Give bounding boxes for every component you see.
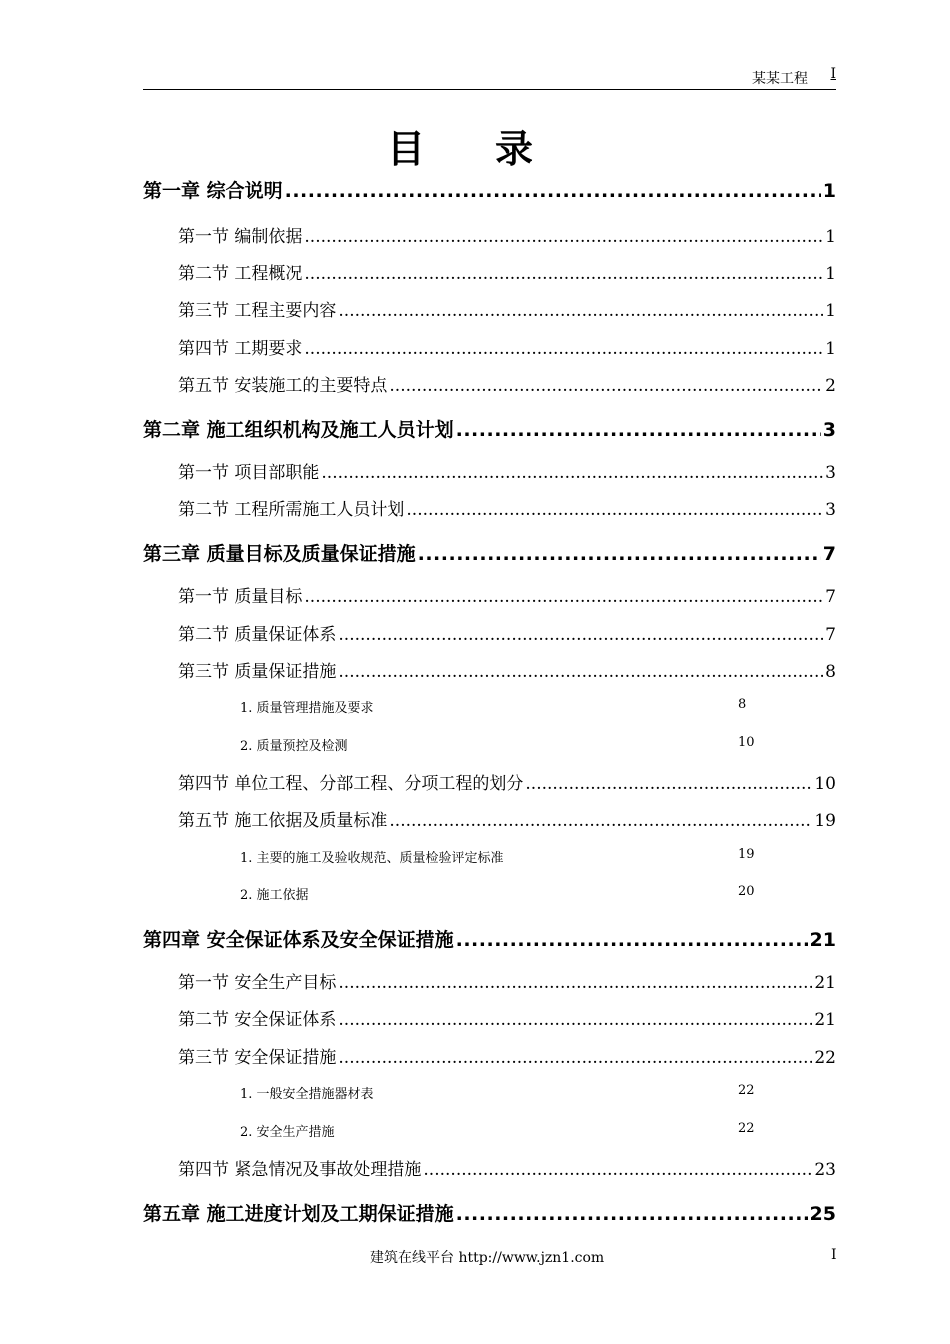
toc-section[interactable] — [178, 968, 836, 993]
toc-section-page: 7 — [825, 587, 836, 607]
toc-section-label: 第四节 工期要求 — [178, 339, 303, 359]
toc-section[interactable] — [178, 1005, 836, 1030]
toc-chapter[interactable] — [143, 1199, 836, 1226]
toc-subitem-label: 2. 质量预控及检测 — [240, 739, 348, 754]
toc-section[interactable] — [178, 259, 836, 284]
toc-subitem-label: 2. 施工依据 — [240, 888, 309, 903]
toc-subitem-label: 2. 安全生产措施 — [240, 1125, 335, 1140]
toc-subitem-page: 20 — [738, 884, 755, 899]
toc-chapter-page: 7 — [822, 543, 836, 565]
toc-section-label: 第四节 单位工程、分部工程、分项工程的划分 — [178, 774, 524, 794]
toc-section-label: 第一节 编制依据 — [178, 227, 303, 247]
toc-section[interactable] — [178, 620, 836, 645]
toc-leader-dots — [338, 1048, 812, 1068]
toc-chapter-label: 第三章 质量目标及质量保证措施 — [143, 543, 416, 565]
toc-chapter-label: 第一章 综合说明 — [143, 180, 283, 202]
toc-leader-dots — [456, 929, 808, 951]
toc-section-label: 第五节 安装施工的主要特点 — [178, 376, 388, 396]
toc-leader-dots — [304, 264, 823, 284]
header-title: 某某工程 — [752, 71, 808, 87]
toc-subitem-label: 1. 质量管理措施及要求 — [240, 701, 374, 716]
toc-subitem-page: 10 — [738, 735, 755, 750]
toc-chapter[interactable] — [143, 925, 836, 952]
toc-section[interactable] — [178, 222, 836, 247]
toc-leader-dots — [389, 376, 823, 396]
toc-section-page: 21 — [814, 1010, 836, 1030]
footer-text: 建筑在线平台 http://www.jzn1.com — [370, 1250, 605, 1266]
toc-chapter-page: 21 — [809, 929, 836, 951]
toc-section-label: 第二节 安全保证体系 — [178, 1010, 337, 1030]
toc-leader-dots — [285, 180, 821, 202]
toc-leader-dots — [418, 543, 821, 565]
toc-chapter-label: 第二章 施工组织机构及施工人员计划 — [143, 419, 454, 441]
toc-subitem-page: 22 — [738, 1121, 755, 1136]
toc-chapter-page: 25 — [809, 1203, 836, 1225]
toc-section[interactable] — [178, 769, 836, 794]
toc-leader-dots — [304, 227, 823, 247]
toc-section[interactable] — [178, 334, 836, 359]
toc-leader-dots — [338, 662, 823, 682]
toc-section-page: 2 — [825, 376, 836, 396]
toc-section-page: 1 — [825, 339, 836, 359]
toc-section-label: 第一节 安全生产目标 — [178, 973, 337, 993]
toc-section[interactable] — [178, 582, 836, 607]
header-page-number: I — [830, 66, 836, 82]
toc-leader-dots — [389, 811, 812, 831]
toc-leader-dots — [304, 339, 823, 359]
toc-section-label: 第二节 工程概况 — [178, 264, 303, 284]
toc-section-label: 第五节 施工依据及质量标准 — [178, 811, 388, 831]
document-title: 目录 — [386, 127, 603, 171]
toc-section-page: 1 — [825, 301, 836, 321]
toc-section[interactable] — [178, 495, 836, 520]
toc-chapter-label: 第五章 施工进度计划及工期保证措施 — [143, 1203, 454, 1225]
toc-section[interactable] — [178, 1155, 836, 1180]
toc-leader-dots — [338, 301, 823, 321]
toc-section[interactable] — [178, 657, 836, 682]
toc-section-page: 1 — [825, 227, 836, 247]
toc-section[interactable] — [178, 371, 836, 396]
toc-leader-dots — [304, 587, 823, 607]
toc-section-label: 第三节 工程主要内容 — [178, 301, 337, 321]
toc-section-label: 第一节 项目部职能 — [178, 463, 320, 483]
toc-section-page: 22 — [814, 1048, 836, 1068]
toc-leader-dots — [456, 1203, 808, 1225]
toc-leader-dots — [338, 973, 812, 993]
toc-leader-dots — [423, 1160, 812, 1180]
toc-subitem-label: 1. 主要的施工及验收规范、质量检验评定标准 — [240, 851, 504, 866]
toc-chapter[interactable] — [143, 176, 836, 203]
toc-section-label: 第一节 质量目标 — [178, 587, 303, 607]
toc-chapter-page: 3 — [822, 419, 836, 441]
toc-leader-dots — [525, 774, 812, 794]
toc-leader-dots — [406, 500, 823, 520]
toc-subitem-page: 8 — [738, 697, 747, 712]
toc-section-page: 1 — [825, 264, 836, 284]
toc-leader-dots — [338, 1010, 812, 1030]
toc-subitem-label: 1. 一般安全措施器材表 — [240, 1087, 374, 1102]
toc-section-page: 8 — [825, 662, 836, 682]
toc-chapter[interactable] — [143, 415, 836, 442]
toc-section-page: 10 — [814, 774, 836, 794]
footer-page-number: I — [831, 1247, 837, 1263]
toc-section-label: 第三节 质量保证措施 — [178, 662, 337, 682]
toc-section[interactable] — [178, 1043, 836, 1068]
toc-section-page: 23 — [814, 1160, 836, 1180]
toc-section[interactable] — [178, 458, 836, 483]
toc-leader-dots — [338, 625, 823, 645]
toc-section-page: 7 — [825, 625, 836, 645]
toc-section-label: 第三节 安全保证措施 — [178, 1048, 337, 1068]
toc-section[interactable] — [178, 296, 836, 321]
toc-chapter-label: 第四章 安全保证体系及安全保证措施 — [143, 929, 454, 951]
toc-chapter[interactable] — [143, 539, 836, 566]
toc-section-page: 3 — [825, 500, 836, 520]
toc-subitem-page: 19 — [738, 847, 755, 862]
toc-section-label: 第二节 工程所需施工人员计划 — [178, 500, 405, 520]
toc-chapter-page: 1 — [822, 180, 836, 202]
toc-leader-dots — [456, 419, 821, 441]
toc-section-label: 第四节 紧急情况及事故处理措施 — [178, 1160, 422, 1180]
toc-subitem-page: 22 — [738, 1083, 755, 1098]
toc-leader-dots — [321, 463, 823, 483]
toc-section-page: 19 — [814, 811, 836, 831]
toc-section-label: 第二节 质量保证体系 — [178, 625, 337, 645]
toc-section-page: 3 — [825, 463, 836, 483]
toc-section-page: 21 — [814, 973, 836, 993]
toc-section[interactable] — [178, 806, 836, 831]
